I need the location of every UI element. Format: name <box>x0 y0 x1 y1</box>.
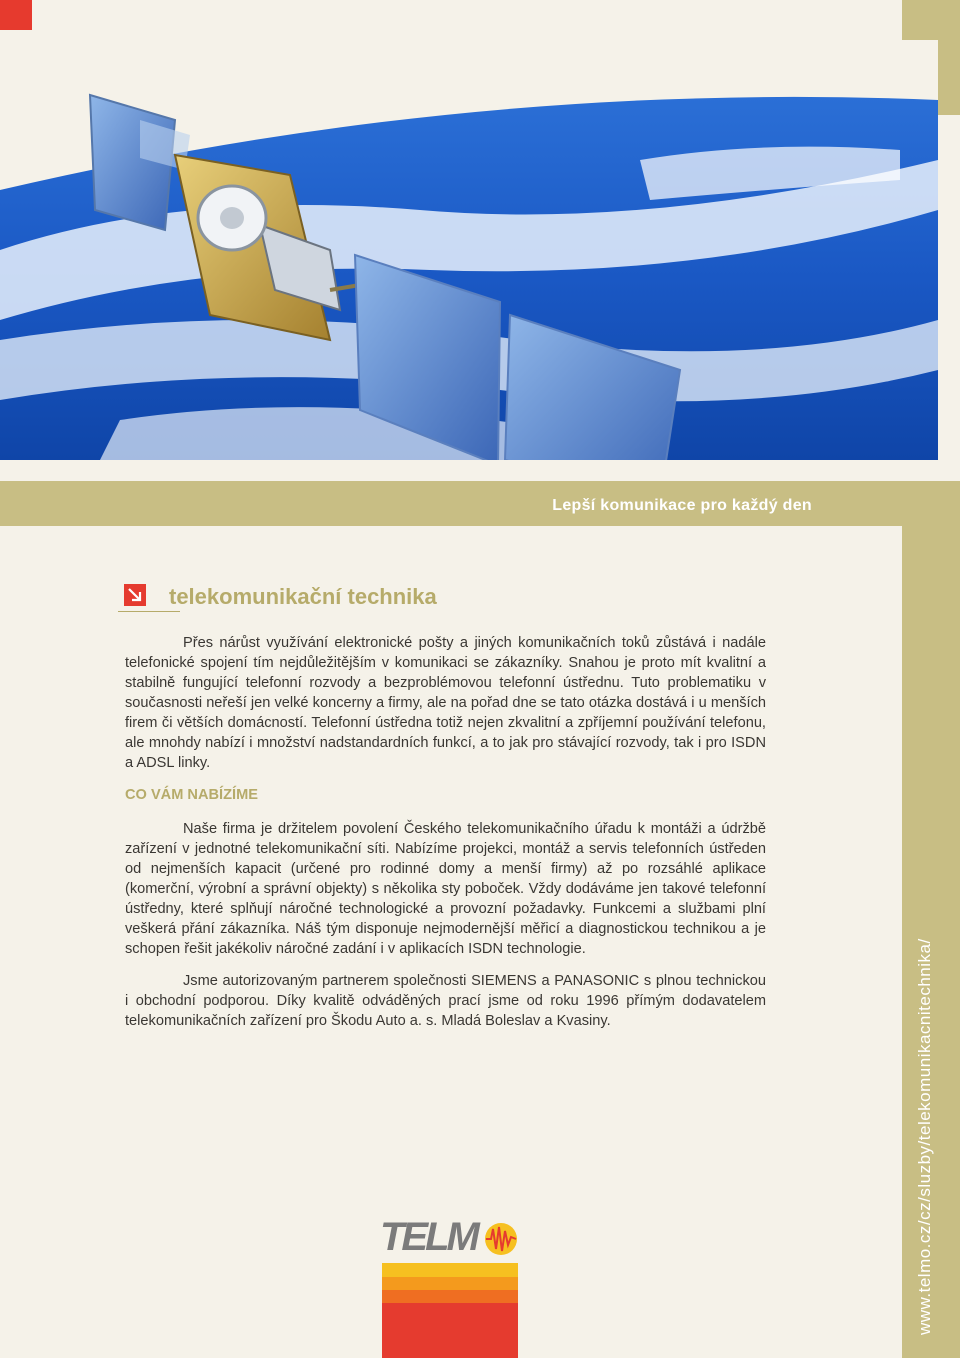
tagline: Lepší komunikace pro každý den <box>552 497 812 514</box>
satellite-photo <box>0 40 938 460</box>
arrow-down-right-icon <box>124 584 146 606</box>
offer-heading: CO VÁM NABÍZÍME <box>125 787 258 803</box>
intro-paragraph: Přes nárůst využívání elektronické pošty a jiných komunikačních toků zůstává i nadále telefonické spojení tím nejdůležitějším v komunikaci se zákazníky. Snahou je proto mít kvalitní a stabilně fungující telefonní rozvody a bezproblémovou telefonní ústřednu. Tuto problematiku v současnosti neřeší jen velké koncerny a firmy, ale na pořad dne se tato otázka dostává i u menších firem či větších domácností. Telefonní ústředna totiž nejen zkvalitní a zpříjemní používání telefonu, ale mnohdy nabízí i množství nadstandardních funkcí, a to jak pro stávající rozvody, tak i pro ISDN a ADSL linky. <box>125 635 766 771</box>
partner-paragraph: Jsme autorizovaným partnerem společnosti SIEMENS a PANASONIC s plnou technickou i obchodní podporou. Díky kvalitě odváděných prací jsme od roku 1996 přímým dodavatelem telekomunikačních zařízení pro Škodu Auto a. s. Mladá Boleslav a Kvasiny. <box>125 973 766 1029</box>
article-body <box>125 633 766 1031</box>
corner-marker <box>0 0 32 30</box>
wave-icon <box>484 1221 518 1257</box>
tagline-band <box>0 481 960 526</box>
logo-text: TELM <box>380 1215 477 1259</box>
section-title: telekomunikační technika <box>169 584 437 609</box>
offer-paragraph: Naše firma je držitelem povolení Českého telekomunikačního úřadu k montáži a údržbě zařízení v jednotné telekomunikační síti. Nabízíme projekci, montáž a servis telefonních ústředen od nejmenších kapacit (určené pro rodinné domy a menší firmy) až po rozsáhlé aplikace (komerční, výrobní a správní objekty) s několika sty poboček. Vždy dodáváme jen takové telefonní ústředny, které splňují náročné technologické a provozní požadavky. Funkcemi a službami plní veškerá přání zákazníka. Náš tým disponuje nejmodernější měřicí a diagnostickou technikou a je schopen řešit jakékoliv náročné zadání i v aplikacích ISDN technologie. <box>125 821 766 957</box>
telmo-logo <box>380 1215 520 1358</box>
title-underline <box>118 611 180 612</box>
side-url[interactable]: www.telmo.cz/cz/sluzby/telekomunikacnitechnika/ <box>915 938 934 1335</box>
